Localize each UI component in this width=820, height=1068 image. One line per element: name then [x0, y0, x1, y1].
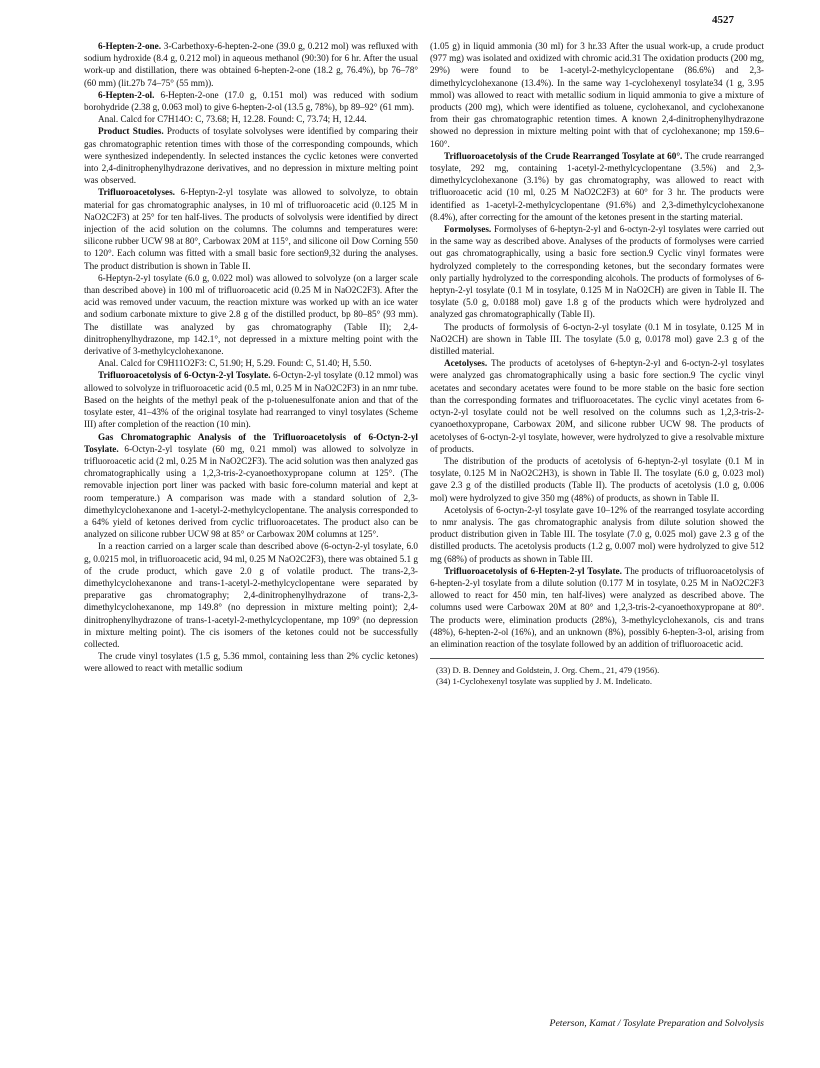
- right-column-body: [430, 40, 764, 650]
- paragraph-text: (1.05 g) in liquid ammonia (30 ml) for 3 hr.33 After the usual work-up, a crude product (977 mg) was isolated and oxidized with chromic acid.31 The oxidation products (200 mg, 29%) were found to be 1-acetyl-2-methylcyclopentane (86.6%) and 2,3-dimethylcyclohexanone (13.4%). In the same way 1-cyclohexenyl tosylate34 (1 g, 3.95 mmol) was allowed to react with metallic sodium in liquid ammonia to give a mixture of products (200 mg), which were identified as toluene, cyclohexanol, and cyclohexanone from their gas chromatographic retention times. A known 2,4-dinitrophenylhydrazone showed no depression in mixture melting point with that of cyclohexanone; mp 159.6–160°.: [430, 41, 764, 149]
- paragraph-text: 6-Heptyn-2-yl tosylate (6.0 g, 0.022 mol) was allowed to solvolyze (on a larger scale than described above) in 100 ml of trifluoroacetic acid (0.25 M in NaO2C2F3). After the acid was removed under vacuum, the reaction mixture was worked up with an ice water and sodium carbonate mixture to give 2.8 g of the distilled product, bp 80–85° (93 mm). The distillate was analyzed by gas chromatography (Table II); 2,4-dinitrophenylhydrazone, mp 142.1°, not depressed in a mixture melting point with the derivative of 3-methylcyclohexanone.: [84, 272, 418, 357]
- paragraph: [430, 455, 764, 504]
- paragraph-text: 6-Octyn-2-yl tosylate (0.12 mmol) was allowed to solvolyze in trifluoroacetic acid (0.5 ml, 0.25 M in NaO2C2F3) in an nmr tube. Based on the heights of the methyl peak of the p-toluenesulfonate anion and that of the tosylate ester, 41–43% of the original tosylate had rearranged to vinyl tosylates (Scheme III) after completion of the reaction (10 min).: [84, 370, 419, 430]
- paragraph-text: In a reaction carried on a larger scale than described above (6-octyn-2-yl tosylate, 6.0 g, 0.0215 mol, in trifluoroacetic acid, 94 ml, 0.25 M NaO2C2F3), there was obtained 5.1 g of the crude product, which gave 2.0 g of volatile product. The trans-2,3-dimethylcyclohexanone and trans-1-acetyl-2-methylcyclopentane were separated by preparative gas chromatography; 2,4-dinitrophenylhydrazone of trans-2,3-dimethylcyclohexanone, mp 149.8° (no depression in mixture melting point); 2,4-dinitrophenylhydrazone of trans-1-acetyl-2-methylcyclopentane, mp 109° (no depression in mixture melting point). The cis isomers of the ketones could not be successfully collected.: [84, 541, 418, 649]
- paragraph-text: Products of tosylate solvolyses were identified by comparing their gas chromatographic retention times with those of the corresponding compounds, which were synthesized independently. In selected instances the cyclic ketones were converted into 2,4-dinitrophenylhydrazone derivatives, and no depression in mixture melting point was observed.: [84, 126, 418, 186]
- paragraph: [84, 431, 418, 541]
- reference-34: (34) 1-Cyclohexenyl tosylate was supplied by J. M. Indelicato.: [436, 676, 652, 687]
- paragraph: [84, 186, 418, 271]
- paragraph: [84, 125, 418, 186]
- paragraph-heading: 6-Hepten-2-one.: [98, 41, 162, 51]
- paragraph: [430, 321, 764, 358]
- paragraph: [430, 150, 764, 223]
- references: [430, 658, 764, 687]
- paragraph: [430, 504, 764, 565]
- paragraph-heading: Trifluoroacetolysis of 6-Octyn-2-yl Tosylate.: [98, 370, 271, 381]
- paragraph-text: 6-Heptyn-2-yl tosylate was allowed to solvolyze, to obtain material for gas chromatographic analyses, in 10 ml of trifluoroacetic acid (0.125 M in NaO2C2F3) at 25° for ten half-lives. The products of solvolysis were identified by direct injection of the acid solution on the columns. The columns and temperatures were: silicone rubber UCW 98 at 80°, Carbowax 20M at 115°, and silicone oil Dow Corning 550 to 120°. Each column was fitted with a small basic fore section9,32 during the analyses. The product distribution is shown in Table II.: [84, 187, 418, 271]
- left-column: [84, 40, 418, 675]
- paragraph: [84, 650, 418, 674]
- paragraph: [84, 40, 418, 89]
- paragraph-text: Anal. Calcd for C9H11O2F3: C, 51.90; H, 5.29. Found: C, 51.40; H, 5.50.: [98, 358, 372, 369]
- paragraph-text: The distribution of the products of acetolysis of 6-heptyn-2-yl tosylate (0.1 M in tosylate, 0.125 M in NaO2C2H3), is shown in Table II. The tosylate (6.0 g, 0.023 mol) gave 2.3 g of the distilled products (Table II). The products of acetolysis (1.0 g, 0.006 mol) were hydrolyzed to give 350 mg (48%) of products, as shown in Table II.: [430, 455, 764, 503]
- paragraph-heading: Trifluoroacetolyses.: [98, 187, 175, 198]
- paragraph-text: The products of formolysis of 6-octyn-2-yl tosylate (0.1 M in tosylate, 0.125 M in NaO2CH) are shown in Table III. The tosylate (5.0 g, 0.0178 mol) gave 2.3 g of the distilled material.: [430, 321, 764, 357]
- paragraph-text: The products of acetolyses of 6-heptyn-2-yl and 6-octyn-2-yl tosylates were analyzed gas chromatographically using a basic fore section.9 The cyclic vinyl acetates and secondary acetates were found to be more stable on the basic fore section than the corresponding formates and trifluoroacetates. The cyclic vinyl acetates from 6-octyn-2-yl tosylate could not be well resolved on the columns such as 1,2,3-tris-2-cyanoethoxypropane, Carbowax 20M, and silicone rubber UCW 98. The products of acetolyses of 6-octyn-2-yl tosylate, however, were hydrolyzed to give a resolvable mixture of products.: [430, 358, 764, 454]
- paragraph-text: Anal. Calcd for C7H14O: C, 73.68; H, 12.28. Found: C, 73.74; H, 12.44.: [98, 114, 367, 125]
- paragraph: [84, 89, 418, 113]
- paragraph: [84, 272, 418, 357]
- page-number: 4527: [712, 14, 734, 26]
- paragraph-text: 6-Hepten-2-one (17.0 g, 0.151 mol) was reduced with sodium borohydride (2.38 g, 0.063 mol) to give 6-hepten-2-ol (13.5 g, 78%), bp 89–92° (61 mm).: [84, 89, 419, 113]
- paragraph-text: The crude rearranged tosylate, 292 mg, containing 1-acetyl-2-methylcyclopentane (3.5%) and 2,3-dimethylcyclohexanone (3.1%) by gas chromatography, was allowed to react with trifluoroacetic acid (10 ml, 0.25 M NaO2C2F3) at 60° for 3 hr. The products were identified as 1-acetyl-2-methylcyclopentane (91.6%) and 2,3-dimethylcyclohexanone (8.4%), after correcting for the amount of the ketones present in the starting material.: [430, 150, 764, 222]
- paragraph-heading: Trifluoroacetolysis of the Crude Rearranged Tosylate at 60°.: [444, 150, 683, 161]
- paragraph-text: Acetolysis of 6-octyn-2-yl tosylate gave 10–12% of the rearranged tosylate according to nmr analysis. The gas chromatographic analysis from dilute solution showed the product distribution given in Table III. The tosylate (7.0 g, 0.025 mol) gave 2.3 g of the distilled products. The acetolysis products (1.2 g, 0.007 mol) were hydrolyzed to give 512 mg (68%) of products as shown in Table III.: [430, 504, 764, 564]
- paragraph: [430, 223, 764, 321]
- paragraph-text: 6-Octyn-2-yl tosylate (60 mg, 0.21 mmol) was allowed to solvolyze in trifluoroacetic acid (2 ml, 0.25 M in NaO2C2F3). The acid solution was then analyzed gas chromatographically using a 1,2,3-tris-2-cyanoethoxypropane column at 125°. (The removable injection port liner was packed with basic fore-column material and kept at room temperature.) A comparison was made with a standard solution of 2,3-dimethylcyclohexanone and 1-acetyl-2-methylcyclopentane. The analysis corresponded to a 64% yield of ketones derived from cyclic trifluoroacetates. The product also can be analyzed on silicone rubber UCW 98 at 85° or Carbowax 20M columns at 125°.: [84, 443, 418, 540]
- paragraph-heading: Acetolyses.: [444, 358, 488, 369]
- paragraph-text: 3-Carbethoxy-6-hepten-2-one (39.0 g, 0.212 mol) was refluxed with sodium hydroxide (8.4 g, 0.212 mol) in aqueous methanol (90:30) for 6 hr. After the usual work-up and distillation, there was obtained 6-hepten-2-one (18.2 g, 76.4%), bp 76–78° (60 mm) (lit.27b 74–75° (55 mm)).: [84, 41, 418, 88]
- paragraph: [84, 540, 418, 650]
- running-footer: Peterson, Kamat / Tosylate Preparation and Solvolysis: [549, 1018, 764, 1029]
- paragraph-heading: 6-Hepten-2-ol.: [98, 89, 155, 100]
- paragraph: [430, 357, 764, 455]
- paragraph: [430, 40, 764, 150]
- paragraph-text: The products of trifluoroacetolysis of 6-hepten-2-yl tosylate from a dilute solution (0.177 M in tosylate, 0.25 M in NaO2C2F3 allowed to react for 450 min, ten half-lives) were analyzed as described above. The columns used were Carbowax 20M at 80° and 1,2,3-tris-2-cyanoethoxypropane at 80°. The products were, elimination products (28%), 3-methylcyclohexanols, cis and trans (48%), 6-hepten-2-ol (16%), and an unknown (8%), possibly 6-hepten-3-ol, arising from an elimination reaction of the tosylate followed by an addition of trifluoroacetic acid.: [430, 565, 765, 649]
- paragraph-heading: Product Studies.: [98, 126, 164, 137]
- paragraph-heading: Formolyses.: [444, 224, 492, 235]
- paragraph: [84, 357, 418, 369]
- paragraph: [84, 113, 418, 125]
- paragraph: [430, 565, 764, 650]
- paragraph: [84, 369, 418, 430]
- reference-33: (33) D. B. Denney and Goldstein, J. Org. Chem., 21, 479 (1956).: [436, 665, 660, 676]
- paragraph-text: Formolyses of 6-heptyn-2-yl and 6-octyn-2-yl tosylates were carried out in the same way as described above. Analyses of the products of formolyses were carried out gas chromatographically, using a basic fore section.9 Cyclic vinyl formates were hydrolyzed completely to the corresponding ketones, but the secondary formates were only partially hydrolyzed to the corresponding alcohols. The products of formolyses of 6-heptyn-2-yl tosylate (0.1 M in tosylate, 0.125 M in NaO2CH) are given in Table II. The tosylate (5.0 g, 0.0188 mol) gave 1.8 g of the products which were hydrolyzed and analyzed gas chromatographically (Table II).: [430, 224, 764, 320]
- paragraph-heading: Trifluoroacetolysis of 6-Hepten-2-yl Tosylate.: [444, 565, 622, 576]
- paragraph-text: The crude vinyl tosylates (1.5 g, 5.36 mmol, containing less than 2% cyclic ketones) were allowed to react with metallic sodium: [84, 651, 418, 674]
- right-column: [430, 40, 764, 687]
- paragraph-heading: Gas Chromatographic Analysis of the Trifluoroacetolysis of 6-Octyn-2-yl Tosylate.: [84, 431, 418, 454]
